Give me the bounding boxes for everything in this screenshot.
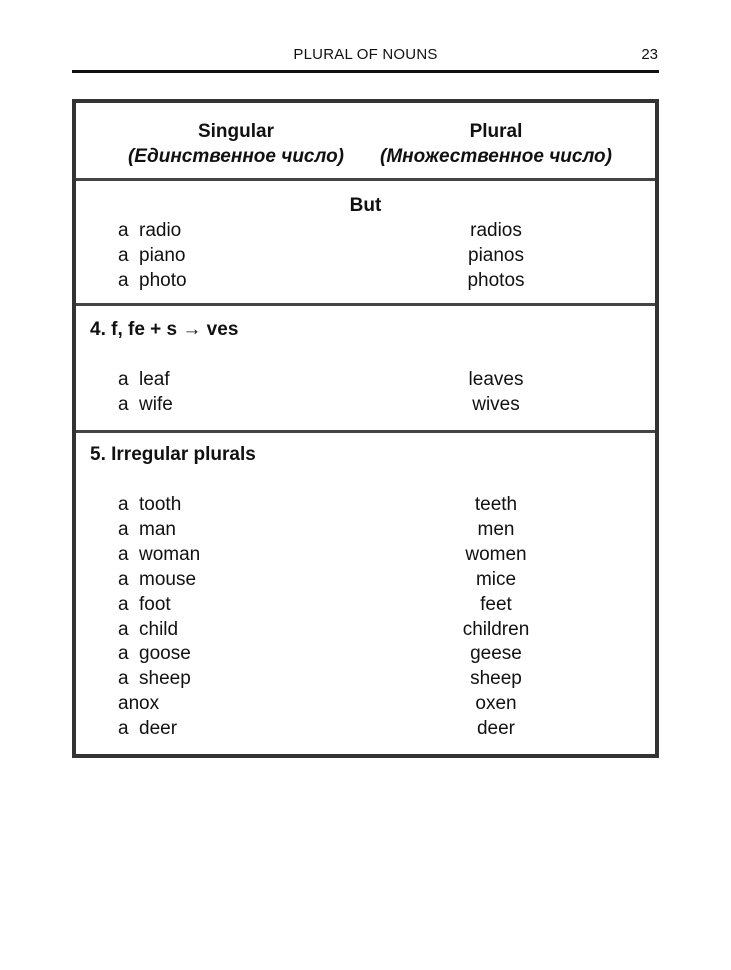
but-label: But: [349, 195, 382, 216]
table-row: [76, 542, 655, 567]
divider: [76, 430, 655, 433]
article: a: [118, 543, 129, 565]
singular-word: man: [139, 518, 176, 540]
article: a: [118, 618, 129, 640]
divider: [76, 178, 655, 181]
section-title-4: 4. f, fe + s → ves: [90, 319, 239, 340]
table-row: [76, 641, 655, 666]
table-row: [76, 592, 655, 617]
plural-word: feet: [480, 593, 512, 615]
article: a: [118, 494, 129, 515]
table-row: [76, 392, 655, 417]
table-row: [76, 367, 655, 392]
article: a: [118, 643, 129, 665]
plural-table: [72, 99, 659, 758]
article: a: [118, 568, 129, 590]
singular-word: leaf: [139, 369, 170, 390]
article: a: [118, 518, 129, 540]
table-row: [76, 517, 655, 542]
article: a: [118, 668, 129, 690]
singular-word: ox: [139, 693, 160, 715]
plural-column-header: [366, 119, 626, 169]
plural-word: sheep: [470, 668, 522, 690]
singular-label-ru: (Единственное число): [127, 146, 344, 167]
plural-word: men: [477, 518, 515, 540]
singular-word: child: [139, 618, 179, 640]
article: a: [118, 244, 129, 266]
section-title-but: [76, 193, 655, 218]
article: a: [118, 269, 129, 291]
section-title-5: 5. Irregular plurals: [90, 444, 256, 465]
plural-word: leaves: [468, 369, 524, 390]
plural-word: women: [465, 543, 527, 565]
singular-word: woman: [139, 543, 201, 565]
singular-word: mouse: [139, 568, 197, 590]
singular-word: goose: [139, 643, 191, 665]
singular-column-header: [106, 119, 366, 169]
table-row: [76, 666, 655, 691]
article: a: [118, 220, 129, 241]
singular-word: foot: [139, 593, 171, 615]
singular-word: tooth: [139, 494, 182, 515]
plural-word: pianos: [468, 244, 524, 266]
plural-word: deer: [476, 718, 516, 740]
table-row: [76, 243, 655, 268]
plural-word: radios: [470, 220, 522, 241]
plural-word: photos: [467, 269, 525, 291]
article: a: [118, 718, 129, 740]
plural-label: Plural: [469, 121, 523, 142]
plural-label-ru: (Множественное число): [380, 146, 612, 167]
table-row: [76, 691, 655, 716]
table-row: [76, 567, 655, 592]
table-row: [76, 492, 655, 517]
article: a: [118, 593, 129, 615]
table-row: [76, 218, 655, 243]
plural-word: mice: [475, 568, 517, 590]
divider: [76, 303, 655, 306]
plural-word: geese: [470, 643, 522, 665]
table-row: [76, 617, 655, 642]
article: an: [118, 693, 140, 715]
singular-word: wife: [139, 393, 173, 415]
singular-label: Singular: [197, 121, 274, 142]
plural-word: teeth: [474, 494, 518, 515]
singular-word: piano: [139, 244, 186, 266]
plural-word: children: [462, 618, 530, 640]
running-header-title: PLURAL OF NOUNS: [293, 46, 438, 63]
header-rule: [72, 70, 659, 73]
article: a: [118, 369, 129, 390]
page-number: 23: [641, 46, 658, 63]
table-row: [76, 716, 655, 741]
plural-word: oxen: [475, 693, 517, 715]
plural-word: wives: [472, 393, 520, 415]
article: a: [118, 393, 129, 415]
singular-word: deer: [139, 718, 178, 740]
singular-word: radio: [139, 220, 182, 241]
singular-word: photo: [139, 269, 187, 291]
table-row: [76, 268, 655, 293]
singular-word: sheep: [139, 668, 191, 690]
